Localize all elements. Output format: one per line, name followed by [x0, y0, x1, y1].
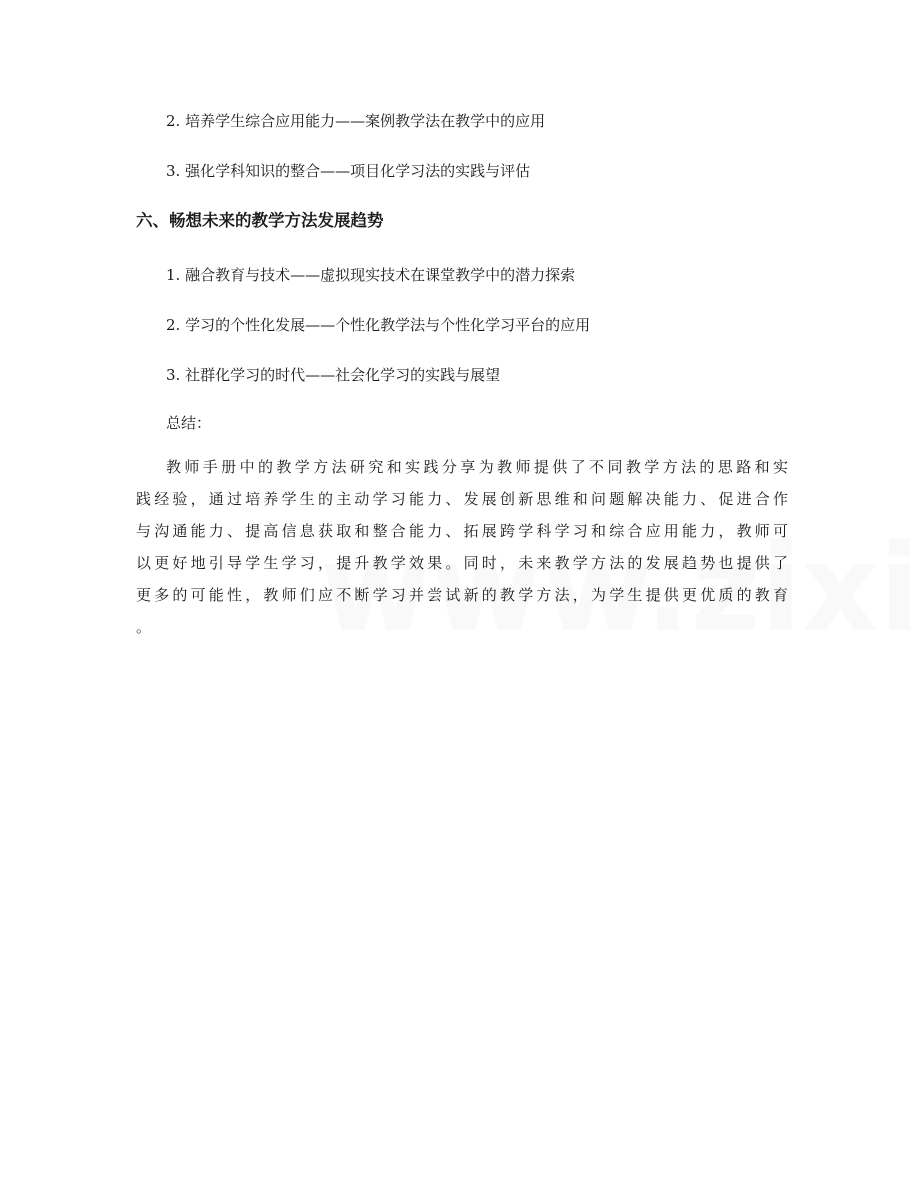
section6-item-2: 2. 学习的个性化发展——个性化教学法与个性化学习平台的应用	[166, 316, 591, 334]
section6-heading: 六、畅想未来的教学方法发展趋势	[136, 211, 384, 230]
summary-paragraph	[136, 457, 788, 649]
summary-line: 与沟通能力、提高信息获取和整合能力、拓展跨学科学习和综合应用能力，教师可	[136, 522, 788, 540]
summary-line: 。	[136, 618, 152, 636]
section6-item-3: 3. 社群化学习的时代——社会化学习的实践与展望	[166, 366, 501, 384]
summary-line: 践经验，通过培养学生的主动学习能力、发展创新思维和问题解决能力、促进合作	[136, 490, 788, 508]
section5-item-2: 2. 培养学生综合应用能力——案例教学法在教学中的应用	[166, 112, 546, 130]
summary-line: 以更好地引导学生学习，提升教学效果。同时，未来教学方法的发展趋势也提供了	[136, 554, 788, 572]
section6-item-1: 1. 融合教育与技术——虚拟现实技术在课堂教学中的潜力探索	[166, 266, 576, 284]
section5-item-3: 3. 强化学科知识的整合——项目化学习法的实践与评估	[166, 162, 531, 180]
summary-line: 更多的可能性，教师们应不断学习并尝试新的教学方法，为学生提供更优质的教育	[136, 586, 788, 604]
summary-line: 教师手册中的教学方法研究和实践分享为教师提供了不同教学方法的思路和实	[166, 458, 788, 476]
summary-label: 总结：	[166, 414, 212, 432]
